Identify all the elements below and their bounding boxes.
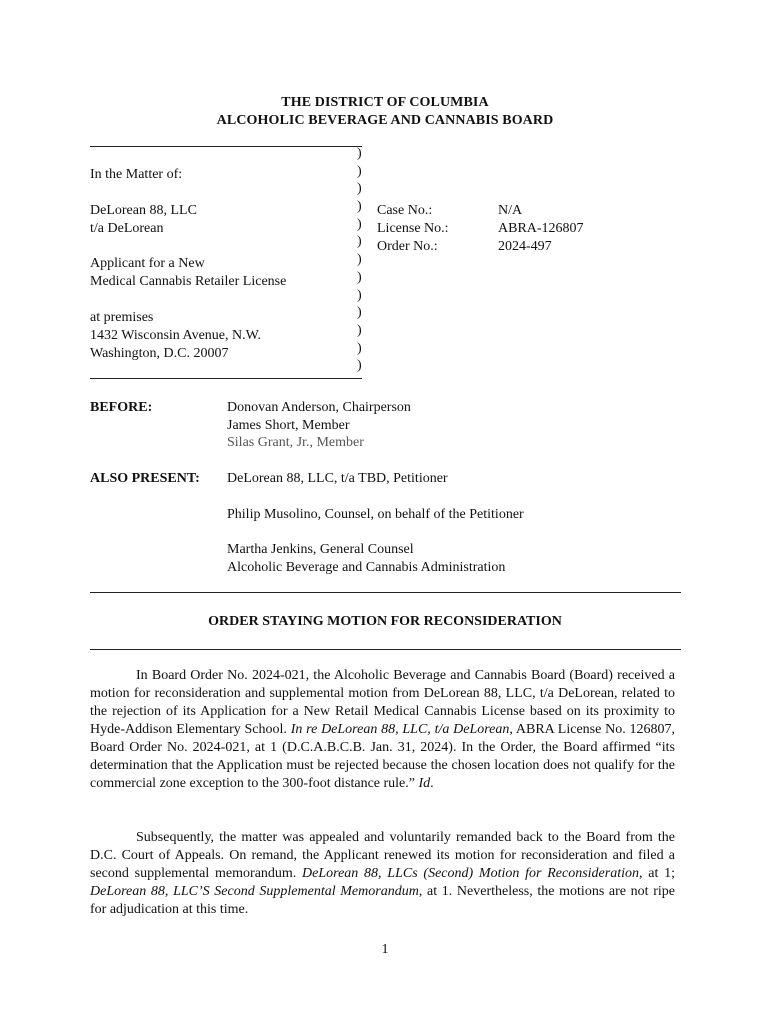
header-line-1: THE DISTRICT OF COLUMBIA	[281, 95, 489, 110]
also-present-line: Philip Musolino, Counsel, on behalf of the Petitioner	[227, 507, 524, 522]
caption-parentheses	[357, 145, 362, 375]
p1-text: In Board Order No. 2024-021, the Alcoholic Beverage and Cannabis Board (Board) received a motion for reconsideration and supplemental motion from DeLorean 88, LLC, t/a DeLorean, related to the rejection of its Application for a New Retail Medical Cannabis License based on its proximity to Hyde-Addison Elementary School.	[90, 668, 675, 737]
application-line-1: Applicant for a New	[90, 256, 205, 271]
p2-motion-cite: DeLorean 88, LLCs (Second) Motion for Reconsideration	[302, 866, 639, 881]
paren: )	[357, 358, 362, 374]
paren: )	[357, 199, 362, 215]
also-present-line: Alcoholic Beverage and Cannabis Administration	[227, 560, 506, 575]
order-title: ORDER STAYING MOTION FOR RECONSIDERATION	[208, 614, 562, 629]
matter-label: In the Matter of:	[90, 167, 183, 182]
title-top-rule	[90, 592, 681, 593]
p2-text: , at 1. Nevertheless, the motions are not ripe for adjudication at this time.	[90, 884, 675, 917]
address-line-2: Washington, D.C. 20007	[90, 346, 229, 361]
page-number: 1	[381, 942, 389, 957]
trade-name: t/a DeLorean	[90, 221, 164, 236]
paren: )	[357, 216, 362, 232]
p1-id-cite: Id	[418, 776, 431, 791]
paren: )	[357, 163, 362, 179]
order-number-label: Order No.:	[377, 239, 438, 254]
caption-bottom-rule	[90, 378, 362, 379]
premises-label: at premises	[90, 310, 154, 325]
before-member: James Short, Member	[227, 418, 350, 433]
before-member: Silas Grant, Jr., Member	[227, 435, 364, 450]
case-number-value: N/A	[498, 203, 523, 218]
also-present-line: DeLorean 88, LLC, t/a TBD, Petitioner	[227, 471, 448, 486]
title-bottom-rule	[90, 649, 681, 650]
p2-text: , at 1;	[638, 866, 675, 881]
p1-text: .	[430, 776, 434, 791]
order-number-value: 2024-497	[498, 239, 552, 254]
p1-text: , ABRA License No. 126807, Board Order No. 2024-021, at 1 (D.C.A.B.C.B. Jan. 31, 2024). In the Order, the Board affirmed “its determination that the Application must be rejected because the chosen location does not qualify for the commercial zone exception to the 300-foot distance rule.”	[90, 722, 676, 791]
paren: )	[357, 181, 362, 197]
paren: )	[357, 322, 362, 338]
paren: )	[357, 146, 362, 161]
body-paragraph-1	[90, 667, 675, 793]
also-present-line: Martha Jenkins, General Counsel	[227, 542, 414, 557]
case-number-label: Case No.:	[377, 203, 433, 218]
address-line-1: 1432 Wisconsin Avenue, N.W.	[90, 328, 262, 343]
caption-top-rule	[90, 146, 362, 147]
paren: )	[357, 305, 362, 321]
p1-case-cite: In re DeLorean 88, LLC, t/a DeLorean	[290, 722, 510, 737]
applicant-name: DeLorean 88, LLC	[90, 203, 197, 218]
paren: )	[357, 287, 362, 303]
p2-text: Subsequently, the matter was appealed and voluntarily remanded back to the Board from the D.C. Court of Appeals. On remand, the Applicant renewed its motion for reconsideration and filed a second supplemental memorandum.	[90, 830, 675, 881]
before-label: BEFORE:	[90, 400, 153, 415]
paren: )	[357, 234, 362, 250]
p2-memo-cite: DeLorean 88, LLC’S Second Supplemental Memorandum	[90, 884, 419, 899]
paren: )	[357, 252, 362, 268]
application-line-2: Medical Cannabis Retailer License	[90, 274, 287, 289]
paren: )	[357, 340, 362, 356]
body-paragraph-2	[90, 829, 675, 919]
paren: )	[357, 269, 362, 285]
before-member: Donovan Anderson, Chairperson	[227, 400, 411, 415]
license-number-label: License No.:	[377, 221, 449, 236]
header-line-2: ALCOHOLIC BEVERAGE AND CANNABIS BOARD	[216, 113, 554, 128]
also-present-label: ALSO PRESENT:	[90, 471, 200, 486]
license-number-value: ABRA-126807	[498, 221, 584, 236]
